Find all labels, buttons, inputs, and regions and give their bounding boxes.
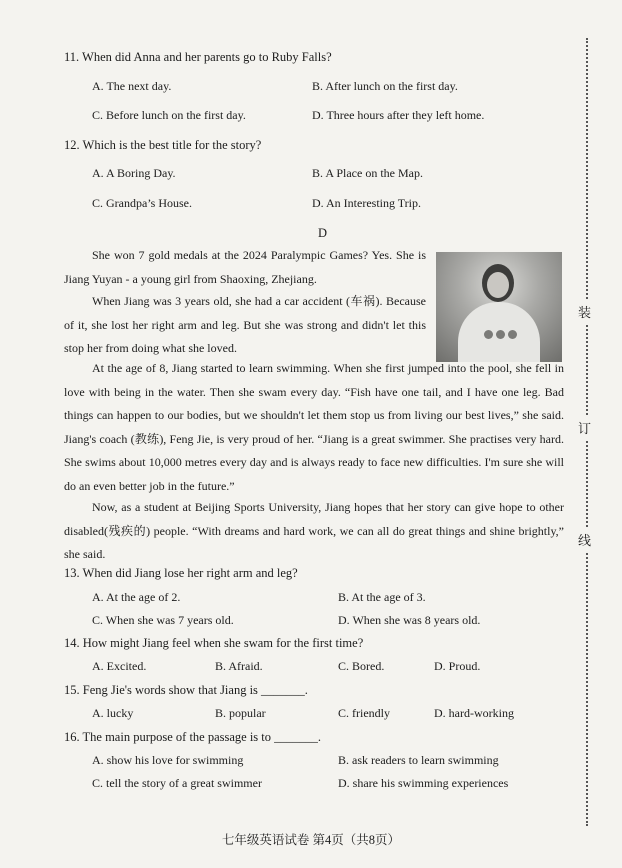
section-label: D <box>318 226 328 240</box>
q12-option-a: A. A Boring Day. <box>92 166 176 180</box>
q14-option-a: A. Excited. <box>92 659 147 673</box>
q16-option-a: A. show his love for swimming <box>92 753 244 767</box>
question-15: 15. Feng Jie's words show that Jiang is _______. <box>64 683 308 697</box>
question-13: 13. When did Jiang lose her right arm and leg? <box>64 566 298 580</box>
passage-paragraph-1: She won 7 gold medals at the 2024 Paralympic Games? Yes. She is Jiang Yuyan - a young girl from Shaoxing, Zhejiang. <box>64 248 426 286</box>
q11-option-d: D. Three hours after they left home. <box>312 108 485 122</box>
margin-char-ding: 订 <box>578 416 591 439</box>
passage-paragraph-3: At the age of 8, Jiang started to learn swimming. When she first jumped into the pool, she fell in love with being in the water. Then she swam every day. “Fish have one tail, and I have one leg. Bad things can happen to our bodies, but we shouldn't let them stop us from living our best lives,” she said. Jiang's coach (教练), Feng Jie, is very proud of her. “Jiang is a great swimmer. She practises very hard. She swims about 10,000 metres every day and is always ready to face new difficulties. I'm sure she will do an even better job in the future.” <box>64 361 564 493</box>
q15-option-d: D. hard-working <box>434 706 514 720</box>
q16-option-b: B. ask readers to learn swimming <box>338 753 499 767</box>
q12-option-d: D. An Interesting Trip. <box>312 196 422 210</box>
q16-option-d: D. share his swimming experiences <box>338 776 509 790</box>
q14-option-c: C. Bored. <box>338 659 385 673</box>
question-16: 16. The main purpose of the passage is to _______. <box>64 730 322 744</box>
margin-char-xian: 线 <box>578 528 591 551</box>
passage-paragraph-4: Now, as a student at Beijing Sports University, Jiang hopes that her story can give hope to other disabled(残疾的) people. “With dreams and hard work, we can all do great things and shine brightly,” she said. <box>64 500 564 561</box>
q11-option-c: C. Before lunch on the first day. <box>92 108 246 122</box>
q13-option-a: A. At the age of 2. <box>92 590 181 604</box>
q14-option-b: B. Afraid. <box>215 659 263 673</box>
q14-option-d: D. Proud. <box>434 659 481 673</box>
question-14: 14. How might Jiang feel when she swam for the first time? <box>64 636 364 650</box>
q12-option-b: B. A Place on the Map. <box>312 166 423 180</box>
q13-option-d: D. When she was 8 years old. <box>338 613 481 627</box>
q13-option-c: C. When she was 7 years old. <box>92 613 234 627</box>
q13-option-b: B. At the age of 3. <box>338 590 426 604</box>
q15-option-c: C. friendly <box>338 706 390 720</box>
page-footer: 七年级英语试卷 第4页（共8页） <box>221 833 401 847</box>
passage-paragraph-2: When Jiang was 3 years old, she had a car accident (车祸). Because of it, she lost her right arm and leg. But she was strong and didn't let this stop her from doing what she loved. <box>64 294 426 355</box>
q15-option-b: B. popular <box>215 706 266 720</box>
athlete-photo <box>436 252 562 362</box>
margin-char-zhuang: 装 <box>578 300 591 323</box>
q11-option-a: A. The next day. <box>92 79 172 93</box>
question-12: 12. Which is the best title for the story? <box>64 138 262 152</box>
q16-option-c: C. tell the story of a great swimmer <box>92 776 262 790</box>
question-11: 11. When did Anna and her parents go to Ruby Falls? <box>64 50 332 64</box>
q12-option-c: C. Grandpa’s House. <box>92 196 192 210</box>
q15-option-a: A. lucky <box>92 706 134 720</box>
q11-option-b: B. After lunch on the first day. <box>312 79 458 93</box>
